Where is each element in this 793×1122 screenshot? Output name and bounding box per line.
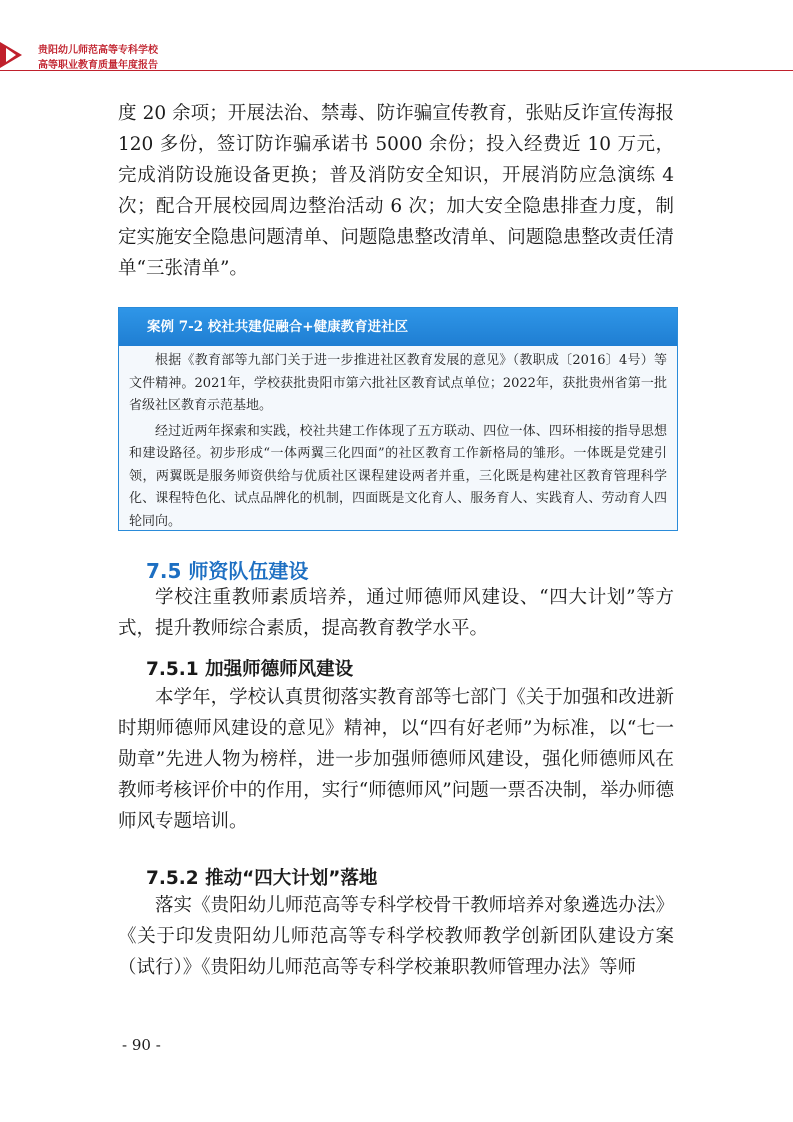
subsection-text-1: 本学年，学校认真贯彻落实教育部等七部门《关于加强和改进新时期师德师风建设的意见》精神，以“四有好老师”为标准，以“七一勋章”先进人物为榜样，进一步加强师德师风建设，强化师德师风在教师考核评价中的作用，实行“师德师风”问题一票否决制，举办师德师风专题培训。	[118, 687, 674, 832]
page-number: - 90 -	[122, 1036, 161, 1054]
case-paragraph-1: 根据《教育部等九部门关于进一步推进社区教育发展的意见》（教职成〔2016〕4号）等文件精神。2021年，学校获批贵阳市第六批社区教育试点单位；2022年，获批贵州省第一批省级社区教育示范基地。	[129, 353, 667, 413]
case-box	[118, 307, 678, 531]
subsection-heading-1: 7.5.1 加强师德师风建设	[146, 659, 354, 680]
paragraph-safety: 度 20 余项；开展法治、禁毒、防诈骗宣传教育，张贴反诈宣传海报 120 多份，签订防诈骗承诺书 5000 余份；投入经费近 10 万元，完成消防设施设备更换；普及消防安全知识，开展消防应急演练 4 次；配合开展校园周边整治活动 6 次；加大安全隐患排查力度，制定实施安全隐患问题清单、问题隐患整改清单、问题隐患整改责任清单“三张清单”。	[118, 103, 674, 279]
school-logo-icon	[0, 38, 34, 72]
subsection-heading-2: 7.5.2 推动“四大计划”落地	[146, 868, 378, 889]
case-title: 案例 7-2 校社共建促融合+健康教育进社区	[119, 308, 677, 346]
header-school-name: 贵阳幼儿师范高等专科学校	[38, 45, 158, 56]
section-intro: 学校注重教师素质培养，通过师德师风建设、“四大计划”等方式，提升教师综合素质，提高教育教学水平。	[118, 587, 674, 639]
subsection-text-2: 落实《贵阳幼儿师范高等专科学校骨干教师培养对象遴选办法》《关于印发贵阳幼儿师范高等专科学校教师教学创新团队建设方案（试行）》《贵阳幼儿师范高等专科学校兼职教师管理办法》等师	[118, 895, 674, 978]
section-heading: 7.5 师资队伍建设	[146, 559, 309, 583]
case-paragraph-2: 经过近两年探索和实践，校社共建工作体现了五方联动、四位一体、四环相接的指导思想和建设路径。初步形成“一体两翼三化四面”的社区教育工作新格局的雏形。一体既是党建引领，两翼既是服务师资供给与优质社区课程建设两者并重，三化既是构建社区教育管理科学化、课程特色化、试点品牌化的机制，四面既是文化育人、服务育人、实践育人、劳动育人四轮同向。	[129, 423, 667, 529]
case-body	[119, 346, 677, 533]
header-divider	[0, 70, 793, 71]
header-report-title: 高等职业教育质量年度报告	[38, 60, 158, 71]
